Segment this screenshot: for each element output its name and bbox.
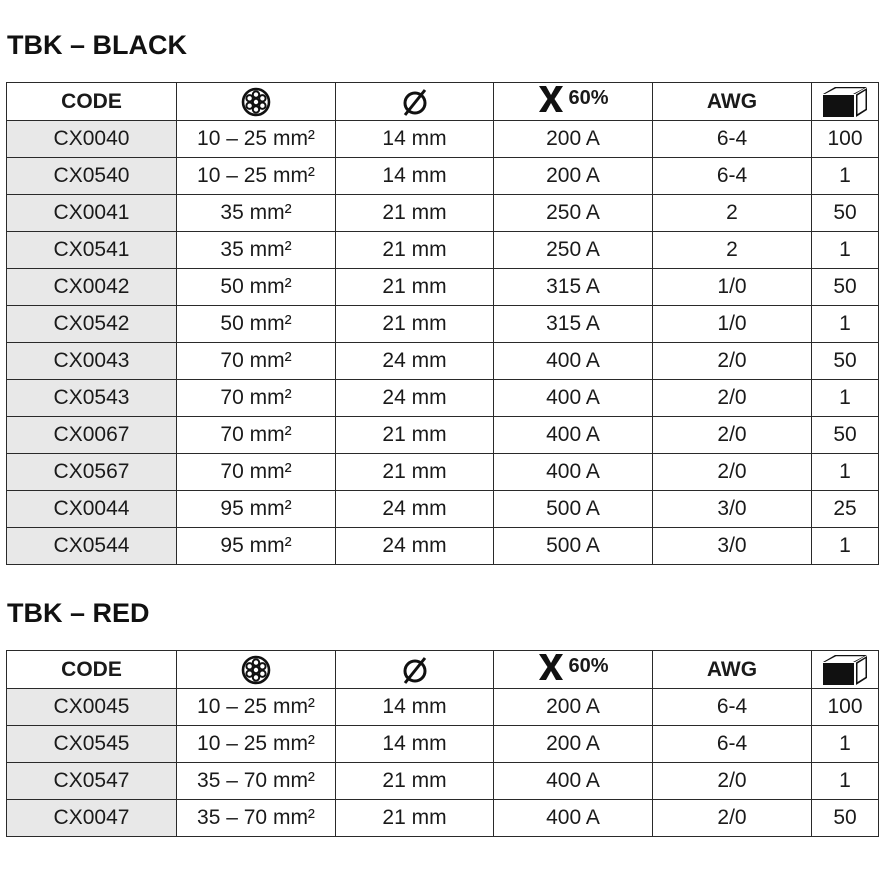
table-header-row — [7, 83, 879, 121]
cell-code: CX0044 — [7, 491, 177, 528]
table-row — [7, 269, 879, 306]
cell-diameter: 21 mm — [336, 800, 494, 837]
table-row — [7, 195, 879, 232]
cell-diameter: 21 mm — [336, 195, 494, 232]
cell-code: CX0567 — [7, 454, 177, 491]
cell-current: 400 A — [494, 763, 653, 800]
cell-pack: 1 — [812, 454, 879, 491]
table-row — [7, 417, 879, 454]
table-row — [7, 689, 879, 726]
cell-diameter: 14 mm — [336, 689, 494, 726]
cell-code: CX0543 — [7, 380, 177, 417]
cell-awg: 3/0 — [653, 528, 812, 565]
header-code: CODE — [7, 651, 177, 689]
cell-diameter: 14 mm — [336, 726, 494, 763]
cell-pack: 25 — [812, 491, 879, 528]
cell-current: 315 A — [494, 306, 653, 343]
cable-cross-section-icon — [241, 87, 271, 117]
cell-current: 400 A — [494, 417, 653, 454]
cell-section: 35 – 70 mm² — [177, 800, 336, 837]
header-diameter — [336, 83, 494, 121]
cell-diameter: 14 mm — [336, 121, 494, 158]
section-title-black: TBK – BLACK — [7, 30, 187, 60]
cell-section: 70 mm² — [177, 417, 336, 454]
cell-pack: 1 — [812, 380, 879, 417]
cell-code: CX0547 — [7, 763, 177, 800]
cell-code: CX0067 — [7, 417, 177, 454]
cell-section: 70 mm² — [177, 380, 336, 417]
cell-pack: 50 — [812, 343, 879, 380]
cell-current: 400 A — [494, 454, 653, 491]
spec-table-black — [6, 82, 879, 565]
package-box-icon — [821, 653, 869, 687]
cell-pack: 1 — [812, 232, 879, 269]
cell-pack: 1 — [812, 528, 879, 565]
cell-awg: 6-4 — [653, 158, 812, 195]
cell-current: 315 A — [494, 269, 653, 306]
spec-table-red — [6, 650, 879, 837]
table-row — [7, 528, 879, 565]
cell-awg: 2/0 — [653, 763, 812, 800]
cell-awg: 1/0 — [653, 269, 812, 306]
diameter-icon — [400, 655, 430, 685]
cell-awg: 6-4 — [653, 726, 812, 763]
cell-pack: 50 — [812, 269, 879, 306]
cell-section: 95 mm² — [177, 528, 336, 565]
cell-current: 200 A — [494, 158, 653, 195]
cell-diameter: 21 mm — [336, 306, 494, 343]
cell-section: 10 – 25 mm² — [177, 726, 336, 763]
cell-awg: 2/0 — [653, 343, 812, 380]
cell-pack: 100 — [812, 121, 879, 158]
table-header-row — [7, 651, 879, 689]
cell-section: 10 – 25 mm² — [177, 689, 336, 726]
cell-current: 400 A — [494, 800, 653, 837]
cell-pack: 1 — [812, 726, 879, 763]
table-row — [7, 491, 879, 528]
header-current — [494, 83, 653, 121]
cell-awg: 2 — [653, 232, 812, 269]
cell-section: 10 – 25 mm² — [177, 158, 336, 195]
cell-diameter: 21 mm — [336, 417, 494, 454]
cell-awg: 2 — [653, 195, 812, 232]
cell-section: 35 mm² — [177, 232, 336, 269]
cell-diameter: 21 mm — [336, 269, 494, 306]
table-row — [7, 158, 879, 195]
welding-current-icon — [537, 84, 565, 114]
cell-pack: 50 — [812, 800, 879, 837]
cell-pack: 1 — [812, 158, 879, 195]
cell-awg: 3/0 — [653, 491, 812, 528]
header-code: CODE — [7, 83, 177, 121]
table-row — [7, 306, 879, 343]
header-current — [494, 651, 653, 689]
cell-current: 400 A — [494, 380, 653, 417]
diameter-icon — [400, 87, 430, 117]
cell-code: CX0045 — [7, 689, 177, 726]
cell-pack: 1 — [812, 763, 879, 800]
duty-cycle-label: 60% — [568, 655, 609, 677]
table-row — [7, 343, 879, 380]
cell-diameter: 21 mm — [336, 763, 494, 800]
cell-diameter: 24 mm — [336, 343, 494, 380]
cell-diameter: 24 mm — [336, 491, 494, 528]
cell-code: CX0043 — [7, 343, 177, 380]
cell-awg: 6-4 — [653, 121, 812, 158]
cell-section: 70 mm² — [177, 454, 336, 491]
cell-diameter: 14 mm — [336, 158, 494, 195]
cell-diameter: 24 mm — [336, 528, 494, 565]
cell-section: 50 mm² — [177, 306, 336, 343]
cell-pack: 100 — [812, 689, 879, 726]
cell-code: CX0040 — [7, 121, 177, 158]
cell-code: CX0541 — [7, 232, 177, 269]
cell-awg: 6-4 — [653, 689, 812, 726]
cell-code: CX0041 — [7, 195, 177, 232]
cell-section: 70 mm² — [177, 343, 336, 380]
table-row — [7, 380, 879, 417]
cell-code: CX0047 — [7, 800, 177, 837]
cell-section: 35 – 70 mm² — [177, 763, 336, 800]
welding-current-icon — [537, 652, 565, 682]
cell-section: 35 mm² — [177, 195, 336, 232]
table-row — [7, 800, 879, 837]
header-section — [177, 83, 336, 121]
cell-current: 500 A — [494, 491, 653, 528]
cell-section: 50 mm² — [177, 269, 336, 306]
cell-awg: 2/0 — [653, 380, 812, 417]
cell-code: CX0545 — [7, 726, 177, 763]
cell-awg: 2/0 — [653, 800, 812, 837]
cell-current: 200 A — [494, 726, 653, 763]
header-awg: AWG — [653, 83, 812, 121]
package-box-icon — [821, 85, 869, 119]
cell-diameter: 21 mm — [336, 232, 494, 269]
header-pack — [812, 83, 879, 121]
cell-current: 400 A — [494, 343, 653, 380]
section-title-red: TBK – RED — [7, 598, 150, 628]
table-row — [7, 454, 879, 491]
cell-current: 250 A — [494, 195, 653, 232]
table-row — [7, 121, 879, 158]
cell-current: 500 A — [494, 528, 653, 565]
table-row — [7, 763, 879, 800]
cell-code: CX0544 — [7, 528, 177, 565]
cell-current: 200 A — [494, 689, 653, 726]
cell-pack: 50 — [812, 195, 879, 232]
cell-pack: 50 — [812, 417, 879, 454]
header-awg: AWG — [653, 651, 812, 689]
cell-code: CX0042 — [7, 269, 177, 306]
cell-pack: 1 — [812, 306, 879, 343]
table-row — [7, 726, 879, 763]
cell-code: CX0542 — [7, 306, 177, 343]
cell-awg: 1/0 — [653, 306, 812, 343]
header-pack — [812, 651, 879, 689]
cable-cross-section-icon — [241, 655, 271, 685]
cell-awg: 2/0 — [653, 417, 812, 454]
cell-diameter: 21 mm — [336, 454, 494, 491]
cell-current: 250 A — [494, 232, 653, 269]
duty-cycle-label: 60% — [568, 87, 609, 109]
cell-section: 95 mm² — [177, 491, 336, 528]
header-section — [177, 651, 336, 689]
cell-section: 10 – 25 mm² — [177, 121, 336, 158]
cell-current: 200 A — [494, 121, 653, 158]
cell-code: CX0540 — [7, 158, 177, 195]
header-diameter — [336, 651, 494, 689]
table-row — [7, 232, 879, 269]
cell-diameter: 24 mm — [336, 380, 494, 417]
cell-awg: 2/0 — [653, 454, 812, 491]
